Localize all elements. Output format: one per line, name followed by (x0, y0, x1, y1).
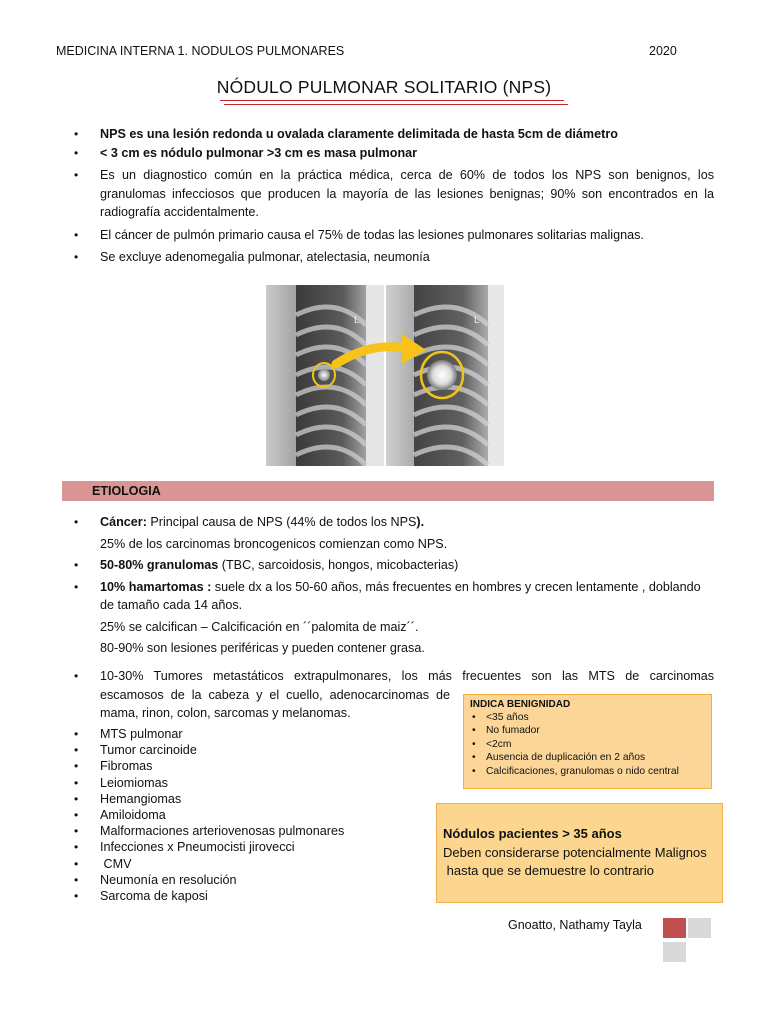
malignancy-box-line: Deben considerarse potencialmente Malignos (443, 845, 707, 860)
list-item: • Ausencia de duplicación en 2 años (464, 751, 679, 764)
benignity-box (463, 694, 712, 789)
list-item: • NPS es una lesión redonda u ovalada claramente delimitada de hasta 5cm de diámetro (62, 125, 714, 144)
author-name: Gnoatto, Nathamy Tayla (508, 918, 642, 932)
other-causes-list (62, 726, 442, 904)
list-item: • CMV (62, 856, 442, 872)
list-item: 80-90% son lesiones periféricas y pueden contener grasa. (100, 641, 425, 655)
decorative-square-grey (688, 918, 711, 938)
malignancy-box-line: hasta que se demuestre lo contrario (443, 863, 655, 878)
list-item: • Fibromas (62, 758, 442, 774)
page-title: NÓDULO PULMONAR SOLITARIO (NPS) (216, 77, 552, 97)
decorative-square-red (663, 918, 686, 938)
list-item: • Hemangiomas (62, 791, 442, 807)
list-item: 25% se calcifican – Calcificación en ´´palomita de maiz´´. (100, 619, 419, 634)
benignity-box-title: INDICA BENIGNIDAD (470, 699, 571, 710)
list-item: • Neumonía en resolución (62, 872, 442, 888)
list-item: • <35 años (464, 711, 679, 724)
title-underline (220, 100, 564, 101)
list-item: • Tumor carcinoide (62, 742, 442, 758)
list-item: • Leiomiomas (62, 775, 442, 791)
xray-marker-left: L (354, 315, 360, 326)
list-item: • MTS pulmonar (62, 726, 442, 742)
etiologia-list (62, 513, 714, 658)
xray-marker-right: L (474, 315, 480, 326)
document-header: MEDICINA INTERNA 1. NODULOS PULMONARES (56, 44, 345, 58)
decorative-square-grey (663, 942, 686, 962)
title-underline-2 (224, 104, 568, 105)
list-item: • Malformaciones arteriovenosas pulmonares (62, 823, 442, 839)
malignancy-box-title: Nódulos pacientes > 35 años (443, 826, 622, 841)
benignity-list (464, 711, 679, 778)
list-item: 25% de los carcinomas broncogenicos comienzan como NPS. (100, 536, 448, 551)
arrow-icon (330, 330, 430, 380)
list-item: • No fumador (464, 724, 679, 737)
list-item: • Calcificaciones, granulomas o nido central (464, 765, 679, 778)
section-title: ETIOLOGIA (92, 484, 161, 498)
malignancy-box (436, 803, 723, 903)
document-year: 2020 (649, 44, 677, 58)
list-item: • Sarcoma de kaposi (62, 888, 442, 904)
list-item: • El cáncer de pulmón primario causa el 75% de todas las lesiones pulmonares solitarias malignas. (62, 226, 714, 245)
intro-list (62, 125, 714, 267)
list-item: • Infecciones x Pneumocisti jirovecci (62, 839, 442, 855)
list-item: • 10-30% Tumores metastáticos extrapulmonares, los más frecuentes son las MTS de carcinomas escamosos de la cabeza y el cuello, adenocarcinomas de mama, rinon, colon, sarcomas y melanomas. (62, 667, 714, 723)
list-item: • 10% hamartomas : suele dx a los 50-60 años, más frecuentes en hombres y crecen lentamente , doblando de tamaño cada 14 años. (62, 578, 714, 615)
list-item: • 50-80% granulomas (TBC, sarcoidosis, hongos, micobacterias) (62, 556, 714, 575)
list-item: • Amiloidoma (62, 807, 442, 823)
list-item: • Se excluye adenomegalia pulmonar, atelectasia, neumonía (62, 248, 714, 267)
list-item: • < 3 cm es nódulo pulmonar >3 cm es masa pulmonar (62, 144, 714, 163)
list-item: • <2cm (464, 738, 679, 751)
list-item: • Es un diagnostico común en la práctica médica, cerca de 60% de todos los NPS son benignos, los granulomas infecciosos que producen la mayoría de las lesiones benignas; 90% son encontrados en la radiografía accidentalmente. (62, 166, 714, 222)
list-item: • Cáncer: Principal causa de NPS (44% de todos los NPS). (62, 513, 714, 532)
section-header-etiologia (62, 481, 714, 501)
